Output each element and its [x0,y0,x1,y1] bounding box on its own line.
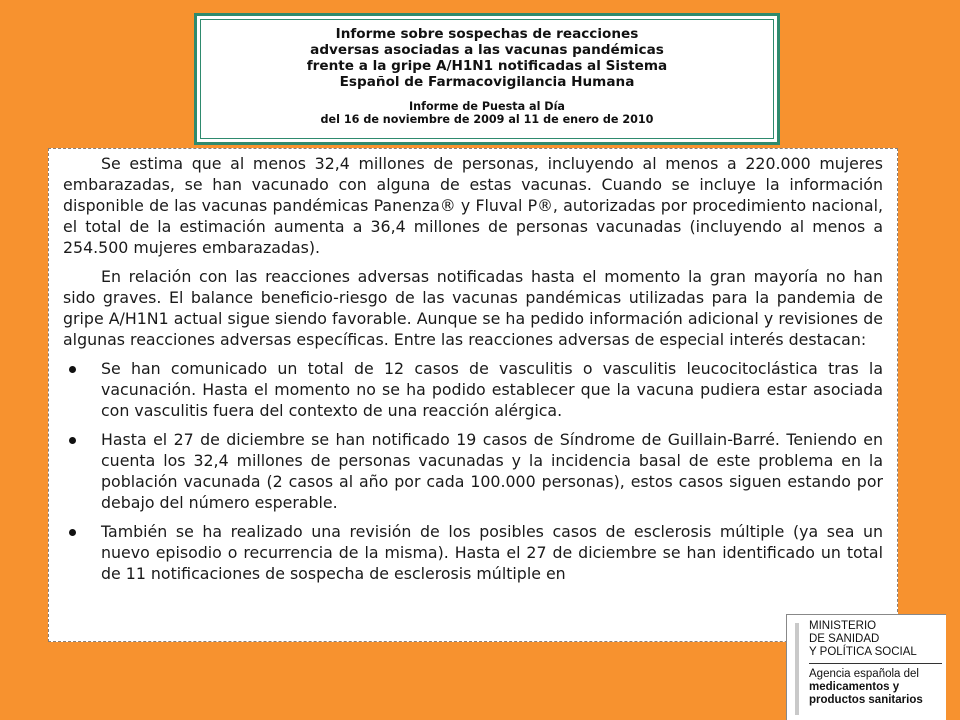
list-item [63,429,883,513]
bullet-icon [69,366,76,373]
report-title-line-3: frente a la gripe A/H1N1 notificadas al Sistema [306,58,668,74]
logo-divider [809,663,942,664]
agency-bold-line-2: productos sanitarios [809,694,923,706]
ministry-line-2: DE SANIDAD [809,633,880,645]
report-title-line-1: Informe sobre sospechas de reacciones [335,26,639,42]
report-body [48,148,898,642]
agency-bold-line-1: medicamentos y [809,681,900,693]
list-item-text-vasculitis: Se han comunicado un total de 12 casos de vasculitis o vasculitis leucocitoclástica tras la vacunación. Hasta el momento no se ha podido establecer que la vacuna pudiera estar asociada con vasculitis fuera del contexto de una reacción alérgica. [101,359,883,420]
report-subtitle-line-1: Informe de Puesta al Día [409,100,565,113]
ministry-logo [786,614,946,720]
list-item [63,521,883,584]
report-subtitle-line-2: del 16 de noviembre de 2009 al 11 de enero de 2010 [320,113,654,126]
logo-emblem-bar [795,623,799,715]
agency-line: Agencia española del [809,668,919,680]
list-item-text-esclerosis: También se ha realizado una revisión de los posibles casos de esclerosis múltiple (ya sea un nuevo episodio o recurrencia de la misma). Hasta el 27 de diciembre se han identificado un total de 11 notificaciones de sospecha de esclerosis múltiple en [101,522,883,583]
list-item-text-guillain-barre: Hasta el 27 de diciembre se han notificado 19 casos de Síndrome de Guillain-Barré. Teniendo en cuenta los 32,4 millones de personas vacunadas y la incidencia basal de este problema en la población vacunada (2 casos al año por cada 100.000 personas), estos casos siguen estando por debajo del número esperable. [101,430,883,512]
bullet-icon [69,437,76,444]
report-title-box [194,13,780,145]
report-title-line-4: Español de Farmacovigilancia Humana [339,74,635,90]
body-paragraph-2: En relación con las reacciones adversas notificadas hasta el momento la gran mayoría no han sido graves. El balance beneficio-riesgo de las vacunas pandémicas utilizadas para la pandemia de gripe A/H1N1 actual sigue siendo favorable. Aunque se ha pedido información adicional y revisiones de algunas reacciones adversas específicas. Entre las reacciones adversas de especial interés destacan: [63,267,883,349]
body-paragraph-1: Se estima que al menos 32,4 millones de personas, incluyendo al menos a 220.000 mujeres embarazadas, se han vacunado con alguna de estas vacunas. Cuando se incluye la información disponible de las vacunas pandémicas Panenza® y Fluval P®, autorizadas por procedimiento nacional, el total de la estimación aumenta a 36,4 millones de personas vacunadas (incluyendo al menos a 254.500 mujeres embarazadas). [63,154,883,257]
title-spacer [201,90,773,100]
list-item [63,358,883,421]
report-title-line-2: adversas asociadas a las vacunas pandémicas [310,42,664,58]
ministry-line-1: MINISTERIO [809,620,877,632]
bullet-icon [69,529,76,536]
report-title-inner [200,19,774,139]
adverse-reactions-list [63,358,883,584]
ministry-line-3: Y POLÍTICA SOCIAL [809,646,917,658]
